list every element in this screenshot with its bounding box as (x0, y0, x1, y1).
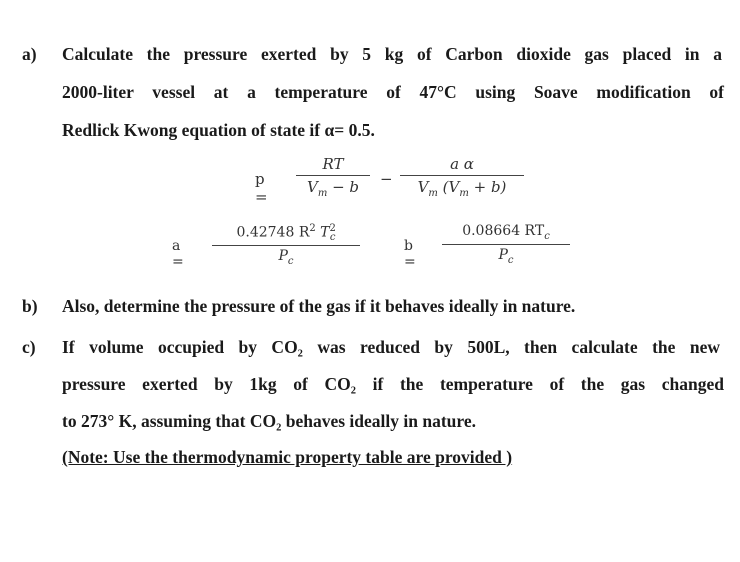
equation-p-lhs: p = (255, 170, 268, 206)
part-a-marker: a) (22, 44, 37, 64)
equation-a-fraction: 0.42748 $R^2$ $T^2_c$ $P_c$ (212, 223, 360, 267)
equation-p-term-2-num: a α (450, 155, 474, 173)
equation-p-term-1: RT $V_m - b$ (296, 155, 370, 199)
part-a-line-1: Calculate the pressure exerted by 5 kg of Carbon dioxide gas placed in a (62, 44, 722, 64)
part-a-line-2: 2000-liter vessel at a temperature of 47°C using Soave modification of (62, 82, 724, 102)
equation-a-lhs: a = (172, 238, 184, 270)
equation-b-lhs: b = (404, 238, 416, 270)
equation-b-fraction: 0.08664 $RT_c$ $P_c$ (442, 223, 570, 266)
equation-p-term-2: a α $V_m$ $(V_m + b)$ (400, 155, 524, 199)
part-a-line-3: Redlick Kwong equation of state if α= 0.5. (62, 120, 375, 140)
equation-p-term-1-num: RT (322, 155, 344, 173)
part-c-line-2: pressure exerted by 1kg of CO₂ if the temperature of the gas changed (62, 374, 724, 394)
part-c-line-1: If volume occupied by CO₂ was reduced by 500L, then calculate the new (62, 337, 720, 357)
note-text: (Note: Use the thermodynamic property table are provided ) (62, 447, 513, 467)
part-b-marker: b) (22, 296, 38, 316)
part-c-line-3: to 273° K, assuming that CO₂ behaves ideally in nature. (62, 411, 476, 431)
equation-p-minus: − (380, 170, 393, 188)
part-c-marker: c) (22, 337, 36, 357)
part-b-text: Also, determine the pressure of the gas if it behaves ideally in nature. (62, 296, 576, 316)
